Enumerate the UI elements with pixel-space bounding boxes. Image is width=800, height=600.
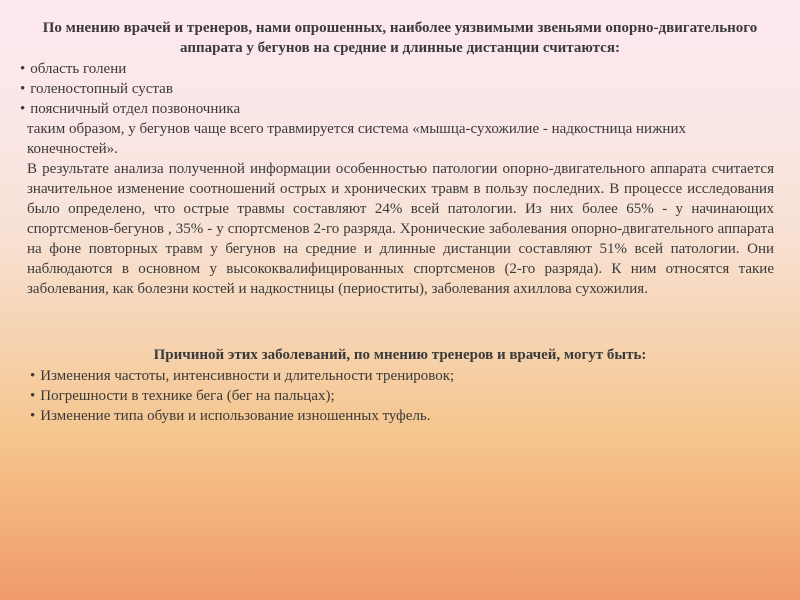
list-item: • область голени [18, 59, 782, 79]
list-item: • голеностопный сустав [18, 79, 782, 99]
list-item: • Погрешности в технике бега (бег на пальцах); [30, 386, 782, 406]
list-item: • Изменения частоты, интенсивности и длительности тренировок; [30, 366, 782, 386]
list-item: • Изменение типа обуви и использование изношенных туфель. [30, 406, 782, 426]
list-item: • поясничный отдел позвоночника [18, 99, 782, 119]
causes-heading: Причиной этих заболеваний, по мнению тренеров и врачей, могут быть: [153, 347, 647, 363]
causes-list [18, 366, 782, 426]
vulnerable-areas-list [18, 59, 782, 119]
conclusion-paragraph: таким образом, у бегунов чаще всего травмируется система «мышца-сухожилие - надкостница нижних конечностей». [27, 121, 686, 157]
slide-content [18, 10, 782, 426]
analysis-paragraph: В результате анализа полученной информации особенностью патологии опорно-двигательного аппарата считается значительное изменение соотношений острых и хронических травм в пользу последних. В процессе исследования было определено, что острые травмы составляют 24% всей патологии. Из них более 65% - у начинающих спортсменов-бегунов , 35% - у спортсменов 2-го разряда. Хронические заболевания опорно-двигательного аппарата на фоне повторных травм у бегунов на средние и длинные дистанции составляют 51% всей патологии. Они наблюдаются в основном у высококвалифицированных спортсменов (2-го разряда). К ним относятся такие заболевания, как болезни костей и надкостницы (периоститы), заболевания ахиллова сухожилия. [27, 161, 774, 297]
slide-heading: По мнению врачей и тренеров, нами опрошенных, наиболее уязвимыми звеньями опорно-двигательного аппарата у бегунов на средние и длинные дистанции считаются: [42, 20, 758, 56]
